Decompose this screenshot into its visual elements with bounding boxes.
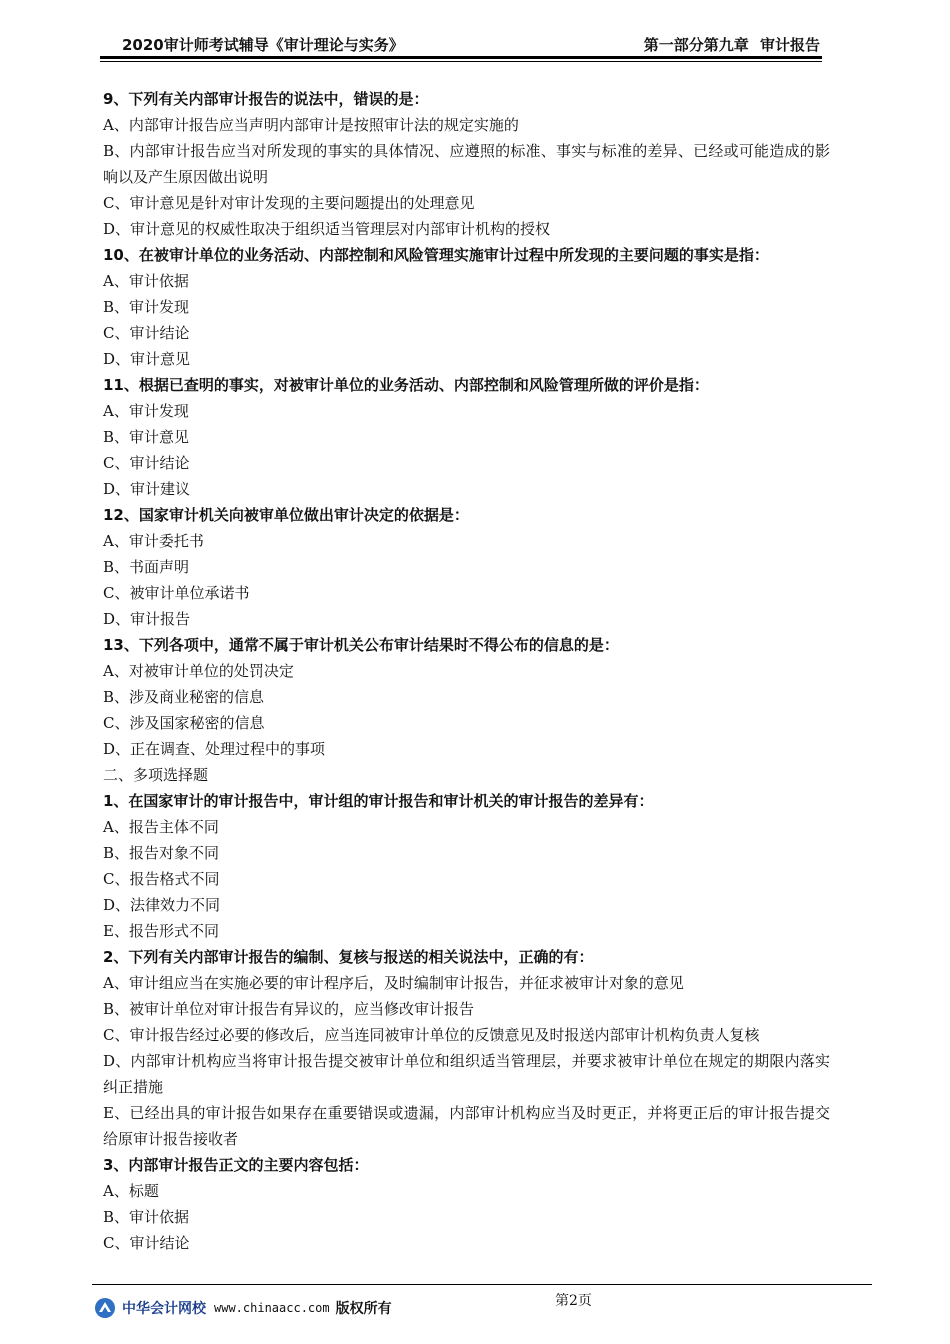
option-line: C、涉及国家秘密的信息 [103, 714, 265, 732]
option-line: B、内部审计报告应当对所发现的事实的具体情况、应遵照的标准、事实与标准的差异、已经或可能造成的影响以及产生原因做出说明 [103, 142, 830, 186]
option-line: 二、多项选择题 [103, 766, 209, 784]
option-line: A、报告主体不同 [103, 818, 219, 836]
option-line: C、审计结论 [103, 1234, 190, 1252]
question-stem: 3、内部审计报告正文的主要内容包括： [103, 1156, 369, 1174]
footer-rule [92, 1284, 872, 1285]
option-line: A、内部审计报告应当声明内部审计是按照审计法的规定实施的 [103, 116, 519, 134]
option-line: D、内部审计机构应当将审计报告提交被审计单位和组织适当管理层，并要求被审计单位在规定的期限内落实纠正措施 [103, 1052, 830, 1096]
option-line: A、对被审计单位的处罚决定 [103, 662, 294, 680]
question-stem: 11、根据已查明的事实，对被审计单位的业务活动、内部控制和风险管理所做的评价是指： [103, 376, 709, 394]
document-body [103, 86, 830, 1256]
option-line: B、审计发现 [103, 298, 190, 316]
footer-rights: 版权所有 [335, 1301, 392, 1317]
header-chapter: 第一部分第九章 审计报告 [643, 36, 820, 54]
header-rule-thin [100, 61, 822, 62]
option-line: B、报告对象不同 [103, 844, 220, 862]
footer-logo-name: 中华会计网校 [122, 1301, 206, 1317]
option-line: C、报告格式不同 [103, 870, 220, 888]
question-stem: 10、在被审计单位的业务活动、内部控制和风险管理实施审计过程中所发现的主要问题的事实是指： [103, 246, 769, 264]
option-line: A、审计委托书 [103, 532, 204, 550]
option-line: D、法律效力不同 [103, 896, 221, 914]
question-stem: 13、下列各项中，通常不属于审计机关公布审计结果时不得公布的信息的是： [103, 636, 619, 654]
option-line: A、标题 [103, 1182, 159, 1200]
option-line: D、正在调查、处理过程中的事项 [103, 740, 326, 758]
option-line: C、审计报告经过必要的修改后，应当连同被审计单位的反馈意见及时报送内部审计机构负责人复核 [103, 1026, 760, 1044]
question-stem: 12、国家审计机关向被审单位做出审计决定的依据是： [103, 506, 469, 524]
footer-url: www.chinaacc.com [214, 1301, 330, 1315]
option-line: C、审计结论 [103, 454, 190, 472]
option-line: D、审计意见 [103, 350, 191, 368]
option-line: B、涉及商业秘密的信息 [103, 688, 265, 706]
header-rule-thick [100, 56, 822, 59]
question-stem: 1、在国家审计的审计报告中，审计组的审计报告和审计机关的审计报告的差异有： [103, 792, 654, 810]
chinaacc-logo-icon [94, 1297, 116, 1319]
option-line: C、审计意见是针对审计发现的主要问题提出的处理意见 [103, 194, 475, 212]
option-line: C、被审计单位承诺书 [103, 584, 250, 602]
option-line: C、审计结论 [103, 324, 190, 342]
question-stem: 2、下列有关内部审计报告的编制、复核与报送的相关说法中，正确的有： [103, 948, 594, 966]
option-line: B、书面声明 [103, 558, 190, 576]
option-line: D、审计报告 [103, 610, 191, 628]
option-line: D、审计意见的权威性取决于组织适当管理层对内部审计机构的授权 [103, 220, 551, 238]
page-header [100, 30, 822, 56]
option-line: E、已经出具的审计报告如果存在重要错误或遗漏，内部审计机构应当及时更正，并将更正后的审计报告提交给原审计报告接收者 [103, 1104, 830, 1148]
option-line: B、被审计单位对审计报告有异议的，应当修改审计报告 [103, 1000, 475, 1018]
header-title: 2020审计师考试辅导《审计理论与实务》 [122, 36, 404, 54]
footer-logo [94, 1296, 392, 1320]
option-line: A、审计依据 [103, 272, 189, 290]
option-line: A、审计组应当在实施必要的审计程序后，及时编制审计报告，并征求被审计对象的意见 [103, 974, 684, 992]
question-stem: 9、下列有关内部审计报告的说法中，错误的是： [103, 90, 429, 108]
option-line: D、审计建议 [103, 480, 191, 498]
option-line: B、审计依据 [103, 1208, 190, 1226]
option-line: A、审计发现 [103, 402, 189, 420]
option-line: E、报告形式不同 [103, 922, 219, 940]
page-number: 第2页 [555, 1293, 592, 1309]
option-line: B、审计意见 [103, 428, 190, 446]
